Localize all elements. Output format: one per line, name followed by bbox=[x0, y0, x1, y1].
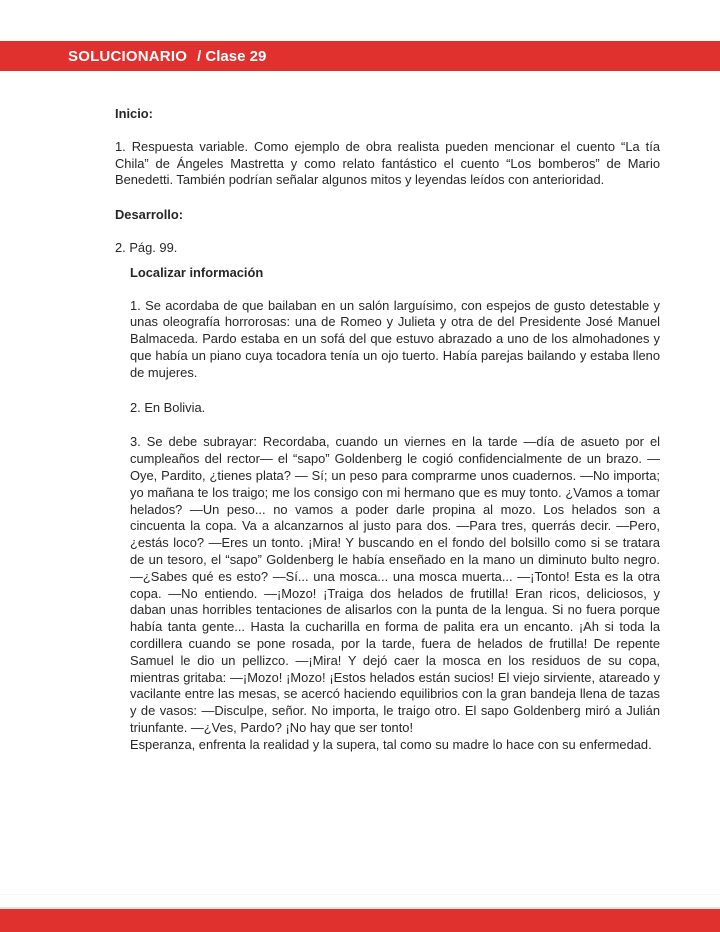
page-reference: 2. Pág. 99. bbox=[115, 239, 178, 255]
answer-paragraph-2: 2. En Bolivia. bbox=[130, 399, 206, 415]
header-class-label: / Clase 29 bbox=[197, 47, 267, 65]
answer-closing-line: Esperanza, enfrenta la realidad y la supera, tal como su madre lo hace con su enfermedad. bbox=[130, 736, 652, 752]
localizar-informacion-heading: Localizar información bbox=[130, 264, 264, 280]
inicio-heading: Inicio: bbox=[115, 106, 153, 121]
footer-bar bbox=[0, 909, 720, 932]
answer-paragraph-3: 3. Se debe subrayar: Recordaba, cuando un viernes en la tarde —día de asueto por el cumpleaños del rector— el “sapo” Goldenberg le cogió confidencialmente de un brazo. — Oye, Pardito, ¿tienes plata? — Sí; un peso para comprarme unos cuadernos. —No importa; yo mañana te los traigo; me los consigo con mi hermano que es muy tonto. ¿Vamos a tomar helados? —Un peso... no vamos a poder darle propina al mozo. Los helados son a cincuenta la copa. Va a alcanzarnos al justo para dos. —Para tres, querrás decir. —Pero, ¿estás loco? —Eres un tonto. ¡Mira! Y buscando en el fondo del bolsillo como si se tratara de un tesoro, el “sapo” Goldenberg le había enseñado en la mano un diminuto bulto negro. —¿Sabes qué es esto? —Sí... una mosca... una mosca muerta... —¡Tonto! Esta es la otra copa. —No entiendo. —¡Mozo! ¡Traiga dos helados de frutilla! Eran ricos, deliciosos, y daban unas horribles tentaciones de alisarlos con la punta de la lengua. Si no fuera porque había tanta gente... Hasta la cucharilla en forma de palita era un encanto. ¡Ah si toda la cordillera cuando se pone rosada, por la tarde, fuera de helados de frutilla! De repente Samuel le dio un pellizco. —¡Mira! Y dejó caer la mosca en los residuos de su copa, mientras gritaba: —¡Mozo! ¡Mozo! ¡Estos helados están sucios! El viejo sirviente, atareado y vacilante entre las mesas, se acercó haciendo equilibrios con la gran bandeja llena de tazas y de vasos: —Disculpe, señor. No importa, le traigo otro. El sapo Goldenberg miró a Julián triunfante. —¿Ves, Pardo? ¡No hay que ser tonto! bbox=[130, 434, 660, 735]
inicio-answer-paragraph: 1. Respuesta variable. Como ejemplo de obra realista pueden mencionar el cuento “La tía Chila” de Ángeles Mastretta y como relato fantástico el cuento “Los bomberos” de Mario Benedetti. También podrían señalar algunos mitos y leyendas leídos con anterioridad. bbox=[115, 138, 660, 188]
answer-paragraph-1: 1. Se acordaba de que bailaban en un salón larguísimo, con espejos de gusto detestable y unas oleografía horrorosas: una de Romeo y Julieta y otra de del Presidente José Manuel Balmaceda. Pardo estaba en un sofá del que estuvo abrazado a uno de los almohadones y que había un piano cuya tocadora tenía un ojo tuerto. Había parejas bailando y estaba lleno de mujeres. bbox=[130, 297, 660, 380]
header-bar bbox=[0, 41, 720, 71]
desarrollo-heading: Desarrollo: bbox=[115, 207, 184, 223]
document-body bbox=[115, 71, 660, 772]
header-title: SOLUCIONARIO bbox=[68, 47, 188, 65]
footer-separator-line bbox=[0, 894, 720, 895]
